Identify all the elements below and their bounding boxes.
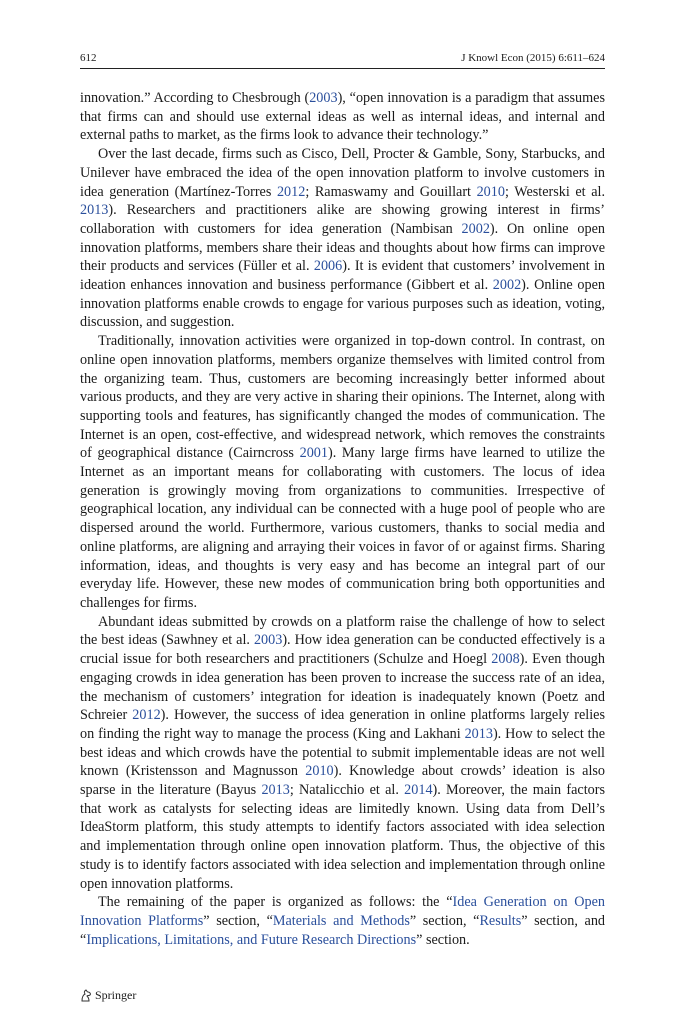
- reference-link[interactable]: 2013: [464, 725, 493, 742]
- reference-link[interactable]: 2006: [313, 258, 343, 275]
- body-paragraph: Traditionally, innovation activities were organized in top-down control. In contrast, on online open innovation platforms, members organize themselves with limited control from the organizing team. Thus, customers are becoming increasingly better informed about various products, and they are very active in sharing their opinions. The Internet, along with supporting tools and features, has significantly changed the modes of communication. The Internet is an open, cost-effective, and widespread network, which removes the constraints of geographical distance (Cairncross 2001). Many large firms have learned to utilize the Internet as an important means for collaborating with customers. The locus of idea generation is growingly moving from organizations to communities. Irrespective of geographical location, any individual can be connected with a huge pool of people who are dispersed around the world. Furthermore, various customers, thanks to social media and online platforms, are aligning and arraying their voices in favor of or against firms. Sharing information, ideas, and thoughts is very easy and has become an integral part of our everyday life. However, these new modes of communication bring both opportunities and challenges for firms.: [80, 333, 605, 611]
- reference-link[interactable]: 2003: [253, 632, 283, 649]
- reference-link[interactable]: Idea Generation on Open Innovation Platforms: [80, 894, 606, 929]
- journal-citation: J Knowl Econ (2015) 6:611–624: [461, 52, 605, 64]
- body-paragraph: innovation.” According to Chesbrough (2003), “open innovation is a paradigm that assumes that firms can and should use external ideas as well as internal ideas, and internal and external paths to market, as the firms look to advance their technology.”: [80, 90, 605, 144]
- reference-link[interactable]: 2013: [80, 202, 109, 219]
- reference-link[interactable]: 2002: [492, 277, 522, 294]
- reference-link[interactable]: 2003: [309, 90, 338, 106]
- reference-link[interactable]: 2010: [305, 763, 334, 780]
- publisher-name: Springer: [95, 988, 137, 1002]
- reference-link[interactable]: Implications, Limitations, and Future Research Directions: [86, 931, 417, 948]
- reference-link[interactable]: 2010: [476, 183, 505, 200]
- body-paragraph: Abundant ideas submitted by crowds on a platform raise the challenge of how to select the best ideas (Sawhney et al. 2003). How idea generation can be conducted effectively is a crucial issue for both researchers and practitioners (Schulze and Hoegl 2008). Even though engaging crowds in idea generation has been proven to increase the success rate of an idea, the mechanism of customers’ integration for ideation is inadequately known (Poetz and Schreier 2012). However, the success of idea generation in online platforms largely relies on finding the right way to manage the process (King and Lakhani 2013). How to select the best ideas and which crowds have the potential to submit implementable ideas are not well known (Kristensson and Magnusson 2010). Knowledge about crowds’ ideation is also sparse in the literature (Bayus 2013; Natalicchio et al. 2014). Moreover, the main factors that work as catalysts for selecting ideas are limitedly known. Using data from Dell’s IdeaStorm platform, this study attempts to identify factors associated with idea selection and implementation through online open innovation platform. Thus, the objective of this study is to identify factors associated with idea selection and implementation through online open innovation platforms.: [80, 613, 606, 892]
- reference-link[interactable]: 2002: [461, 220, 490, 237]
- springer-horse-icon: [80, 989, 92, 1002]
- article-body: [80, 89, 605, 949]
- reference-link[interactable]: 2014: [404, 782, 433, 799]
- page-number: 612: [80, 52, 97, 64]
- body-paragraph: Over the last decade, firms such as Cisco, Dell, Procter & Gamble, Sony, Starbucks, and Unilever have embraced the idea of the open innovation platform to involve customers in idea generation (Martínez-Torres 2012; Ramaswamy and Gouillart 2010; Westerski et al. 2013). Researchers and practitioners alike are showing growing interest in firms’ collaboration with customers for idea generation (Nambisan 2002). On online open innovation platforms, members share their ideas and thoughts about how firms can improve their products and services (Füller et al. 2006). It is evident that customers’ involvement in ideation enhances innovation and business performance (Gibbert et al. 2002). Online open innovation platforms enable crowds to engage for various purposes such as ideation, voting, discussion, and suggestion.: [80, 146, 605, 331]
- reference-link[interactable]: 2012: [276, 183, 306, 200]
- reference-link[interactable]: 2012: [132, 707, 161, 724]
- reference-link[interactable]: 2001: [299, 445, 328, 462]
- reference-link[interactable]: Results: [479, 912, 522, 929]
- reference-link[interactable]: 2008: [491, 651, 520, 668]
- body-paragraph: The remaining of the paper is organized as follows: the “Idea Generation on Open Innovation Platforms” section, “Materials and Methods” section, “Results” section, and “Implications, Limitations, and Future Research Directions” section.: [80, 894, 606, 948]
- reference-link[interactable]: Materials and Methods: [272, 912, 410, 929]
- running-header: [80, 52, 605, 69]
- reference-link[interactable]: 2013: [261, 782, 290, 799]
- publisher-footer: [80, 988, 136, 1003]
